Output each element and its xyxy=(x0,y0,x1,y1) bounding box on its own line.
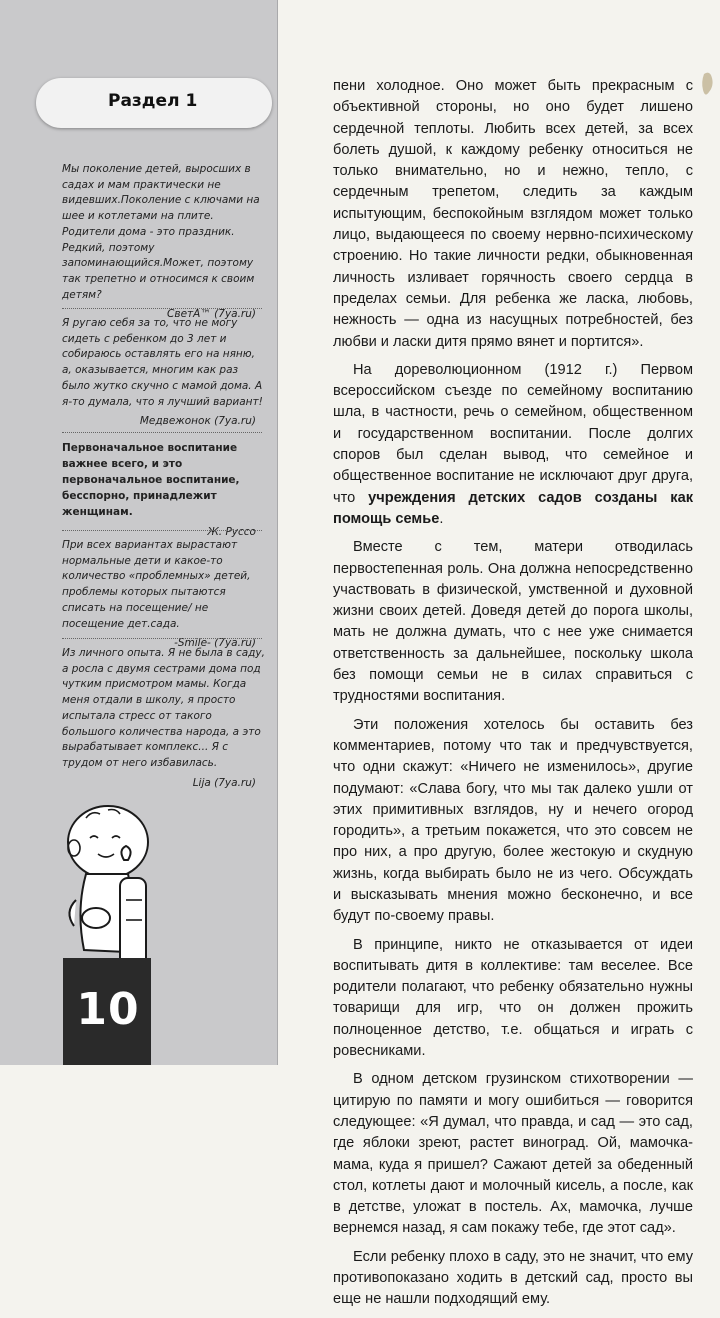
quote-divider xyxy=(62,530,262,531)
emphasis-text: учреждения детских садов созданы как помощь семье xyxy=(333,489,694,527)
paragraph: В принципе, никто не отказывается от идеи воспитывать дитя в коллективе: там веселее. Все родители полагают, что ребенку обязательно нужны товарищи для игр, что он должен прожить полноценное детство, т.е. общаться и играть с ровесниками. xyxy=(333,936,693,1060)
main-text xyxy=(333,76,693,1318)
sidebar-quote-3 xyxy=(62,440,266,540)
paragraph: Вместе с тем, матери отводилась первостепенная роль. Она должна непосредственно участвовать в физической, умственной и духовной жизни своих детей. Доведя детей до порога школы, мать не должна думать, что с нее уже снимается ответственность за дальнейшее, поскольку школа без помощи семьи не в силах справиться с трудностями воспитания. xyxy=(333,539,693,705)
paragraph: Если ребенку плохо в саду, это не значит, что ему противопоказано ходить в детский сад, просто вы еще не нашли подходящий ему. xyxy=(333,1248,693,1308)
paragraph: В одном детском грузинском стихотворении — цитирую по памяти и могу ошибиться — говорится следующее: «Я думал, что правда, и сад — это сад, где яблоки зреют, растет виноград. Ой, мамочка-мама, куда я пришел? Сажают детей за обеденный стол, котлеты дают и молочный кисель, а после, как в детстве, уложат в постель. Ах, мамочка, лучше вернемся назад, я сам покажу тебе, где этот сад». xyxy=(333,1071,693,1237)
paragraph: пени холодное. Оно может быть прекрасным с объективной стороны, но оно будет лишено сердечной теплоты. Любить всех детей, за всех болеть душой, к каждому ребенку относиться не только внимательно, но и нежно, тепло, с сердечным трепетом, следить за каждым испытующим, беспокойным взглядом может только лицо, выдающееся по своему нервно-психическому строению. Но такие личности редки, обыкновенная личность изливает горячность своего сердца в пределах семьи. Для ребенка же ласка, любовь, нежность — одна из насущных потребностей, без любви и ласки дитя прямо вянет и портится». xyxy=(333,78,693,350)
sidebar xyxy=(0,0,278,1065)
sidebar-quote-1 xyxy=(62,162,266,323)
quote-text: Мы поколение детей, выросших в садах и мам практически не видевших.Поколение с ключами на шее и котлетами на плите. Родители дома - это праздник. Редкий, поэтому запоминающийся.Может, поэтому так трепетно и относимся к своим детям? xyxy=(62,163,260,301)
quote-text: При всех вариантах вырастают нормальные дети и какое-то количество «проблемных» детей, проблемы которых пытаются списать на посещение/ не посещение дет.сада. xyxy=(62,539,251,630)
sidebar-quote-4 xyxy=(62,538,266,652)
quote-text: Первоначальное воспитание важнее всего, и это первоначальное воспитание, бесспорно, принадлежит женщинам. xyxy=(62,442,240,518)
page-number: 10 xyxy=(76,984,140,1035)
section-label-pill xyxy=(36,78,272,128)
baby-illustration xyxy=(56,800,176,970)
paragraph: Эти положения хотелось бы оставить без комментариев, потому что так и предчувствуется, что одни скажут: «Ничего не изменилось», другие подумают: «Слава богу, что мы так далеко ушли от этих примитивных взглядов, ну и нечего огород городить», а третьим покажется, что это совсем не про них, а про другую, более жестокую и скудную жизнь, когда выбирать было не из чего. Обсуждать и высказывать мнения можно бесконечно, и все будут по-своему правы. xyxy=(333,716,693,925)
quote-author: СветА™ (7ya.ru) xyxy=(167,308,256,321)
paragraph-text: На дореволюционном (1912 г.) Первом всероссийском съезде по семейному воспитанию шла, в частности, речь о семейном, общественном и государственном воспитании. После долгих споров был сделан вывод, что семейное и общественное воспитание не исключают друг друга, что xyxy=(333,361,693,506)
quote-text: Из личного опыта. Я не была в саду, а росла с двумя сестрами дома под чутким присмотром мамы. Когда меня отдали в школу, я просто испытала стресс от такого большого количества народа, а это вырабатывает комплекс... Я с трудом от него избавилась. xyxy=(62,647,265,769)
paragraph-text: . xyxy=(439,510,444,527)
quote-author: -Smile- (7ya.ru) xyxy=(174,637,256,650)
quote-divider xyxy=(62,308,262,309)
quote-divider xyxy=(62,432,262,433)
quote-text: Я ругаю себя за то, что не могу сидеть с ребенком до 3 лет и собираюсь оставлять его на няню, а, оказывается, многим как раз было жутко скучно с мамой дома. А я-то думала, что я лучший вариант! xyxy=(62,317,263,408)
quote-author: Медвежонок (7ya.ru) xyxy=(139,415,256,428)
paragraph xyxy=(333,360,693,530)
sidebar-quote-5 xyxy=(62,646,266,791)
page-stain-mark xyxy=(701,70,715,100)
quote-author: Lija (7ya.ru) xyxy=(192,776,256,789)
sidebar-quote-2 xyxy=(62,316,266,430)
section-label: Раздел 1 xyxy=(108,91,198,111)
quote-divider xyxy=(62,638,262,639)
quote-author: Ж. Руссо xyxy=(207,526,256,538)
